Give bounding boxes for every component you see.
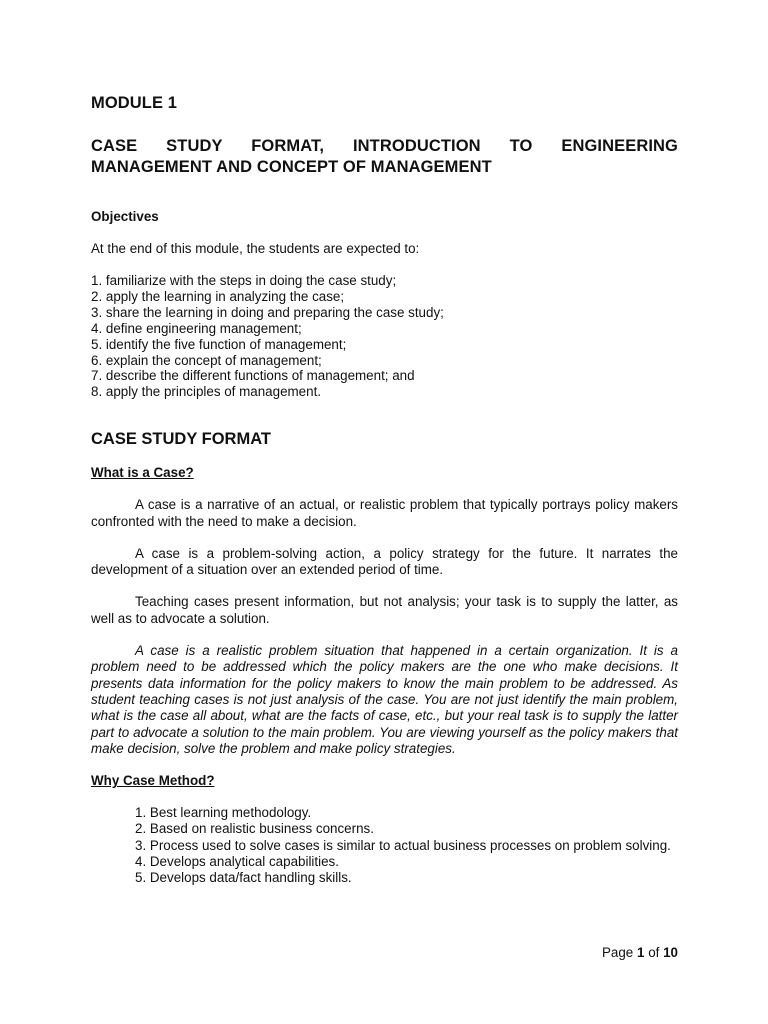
current-page-number: 1 — [637, 945, 645, 960]
page-number-footer — [602, 945, 678, 960]
objective-item: 3. share the learning in doing and preparing the case study; — [91, 304, 444, 320]
objective-item: 8. apply the principles of management. — [91, 384, 322, 400]
objective-item: 7. describe the different functions of management; and — [91, 368, 415, 384]
main-title: CASE STUDY FORMAT, INTRODUCTION TO ENGINEERING MANAGEMENT AND CONCEPT OF MANAGEMENT — [91, 137, 678, 176]
objective-item: 4. define engineering management; — [91, 320, 302, 336]
case-paragraph: A case is a narrative of an actual, or realistic problem that typically portrays policy makers confronted with the need to make a decision. — [91, 497, 678, 529]
objectives-intro: At the end of this module, the students are expected to: — [91, 241, 420, 256]
case-method-item: 4. Develops analytical capabilities. — [135, 853, 339, 869]
page-content — [91, 93, 678, 886]
case-paragraph: A case is a problem-solving action, a policy strategy for the future. It narrates the development of a situation over an extended period of time. — [91, 545, 678, 578]
case-method-item: 2. Based on realistic business concerns. — [135, 821, 374, 837]
case-study-format-heading: CASE STUDY FORMAT — [91, 430, 271, 449]
total-pages-number: 10 — [663, 945, 678, 960]
of-label: of — [648, 945, 660, 960]
page-label: Page — [601, 945, 634, 960]
objectives-list — [91, 273, 678, 400]
what-is-case-heading: What is a Case? — [91, 465, 194, 481]
case-method-item: 5. Develops data/fact handling skills. — [135, 869, 352, 885]
module-title: MODULE 1 — [91, 94, 178, 112]
objective-item: 2. apply the learning in analyzing the case; — [91, 288, 345, 304]
case-paragraph: Teaching cases present information, but not analysis; your task is to supply the latter, as well as to advocate a solution. — [91, 594, 678, 626]
objective-item: 5. identify the five function of management; — [91, 336, 347, 352]
case-method-list — [135, 805, 678, 886]
why-case-method-heading: Why Case Method? — [91, 773, 215, 789]
case-method-item: 1. Best learning methodology. — [135, 805, 312, 821]
objective-item: 1. familiarize with the steps in doing the case study; — [91, 273, 397, 288]
objective-item: 6. explain the concept of management; — [91, 352, 322, 368]
objectives-heading: Objectives — [91, 209, 159, 224]
case-method-item: 3. Process used to solve cases is similar to actual business processes on problem solving. — [135, 837, 671, 853]
case-paragraph-italic: A case is a realistic problem situation that happened in a certain organization. It is a problem need to be addressed which the policy makers are the one who make decisions. It presents data information for the policy makers to know the main problem to be addressed. As student teaching cases is not just analysis of the case. You are not just identify the main problem, what is the case all about, what are the facts of case, etc., but your real task is to supply the latter part to advocate a solution to the main problem. You are viewing yourself as the policy makers that make decision, solve the problem and make policy strategies. — [91, 643, 678, 756]
